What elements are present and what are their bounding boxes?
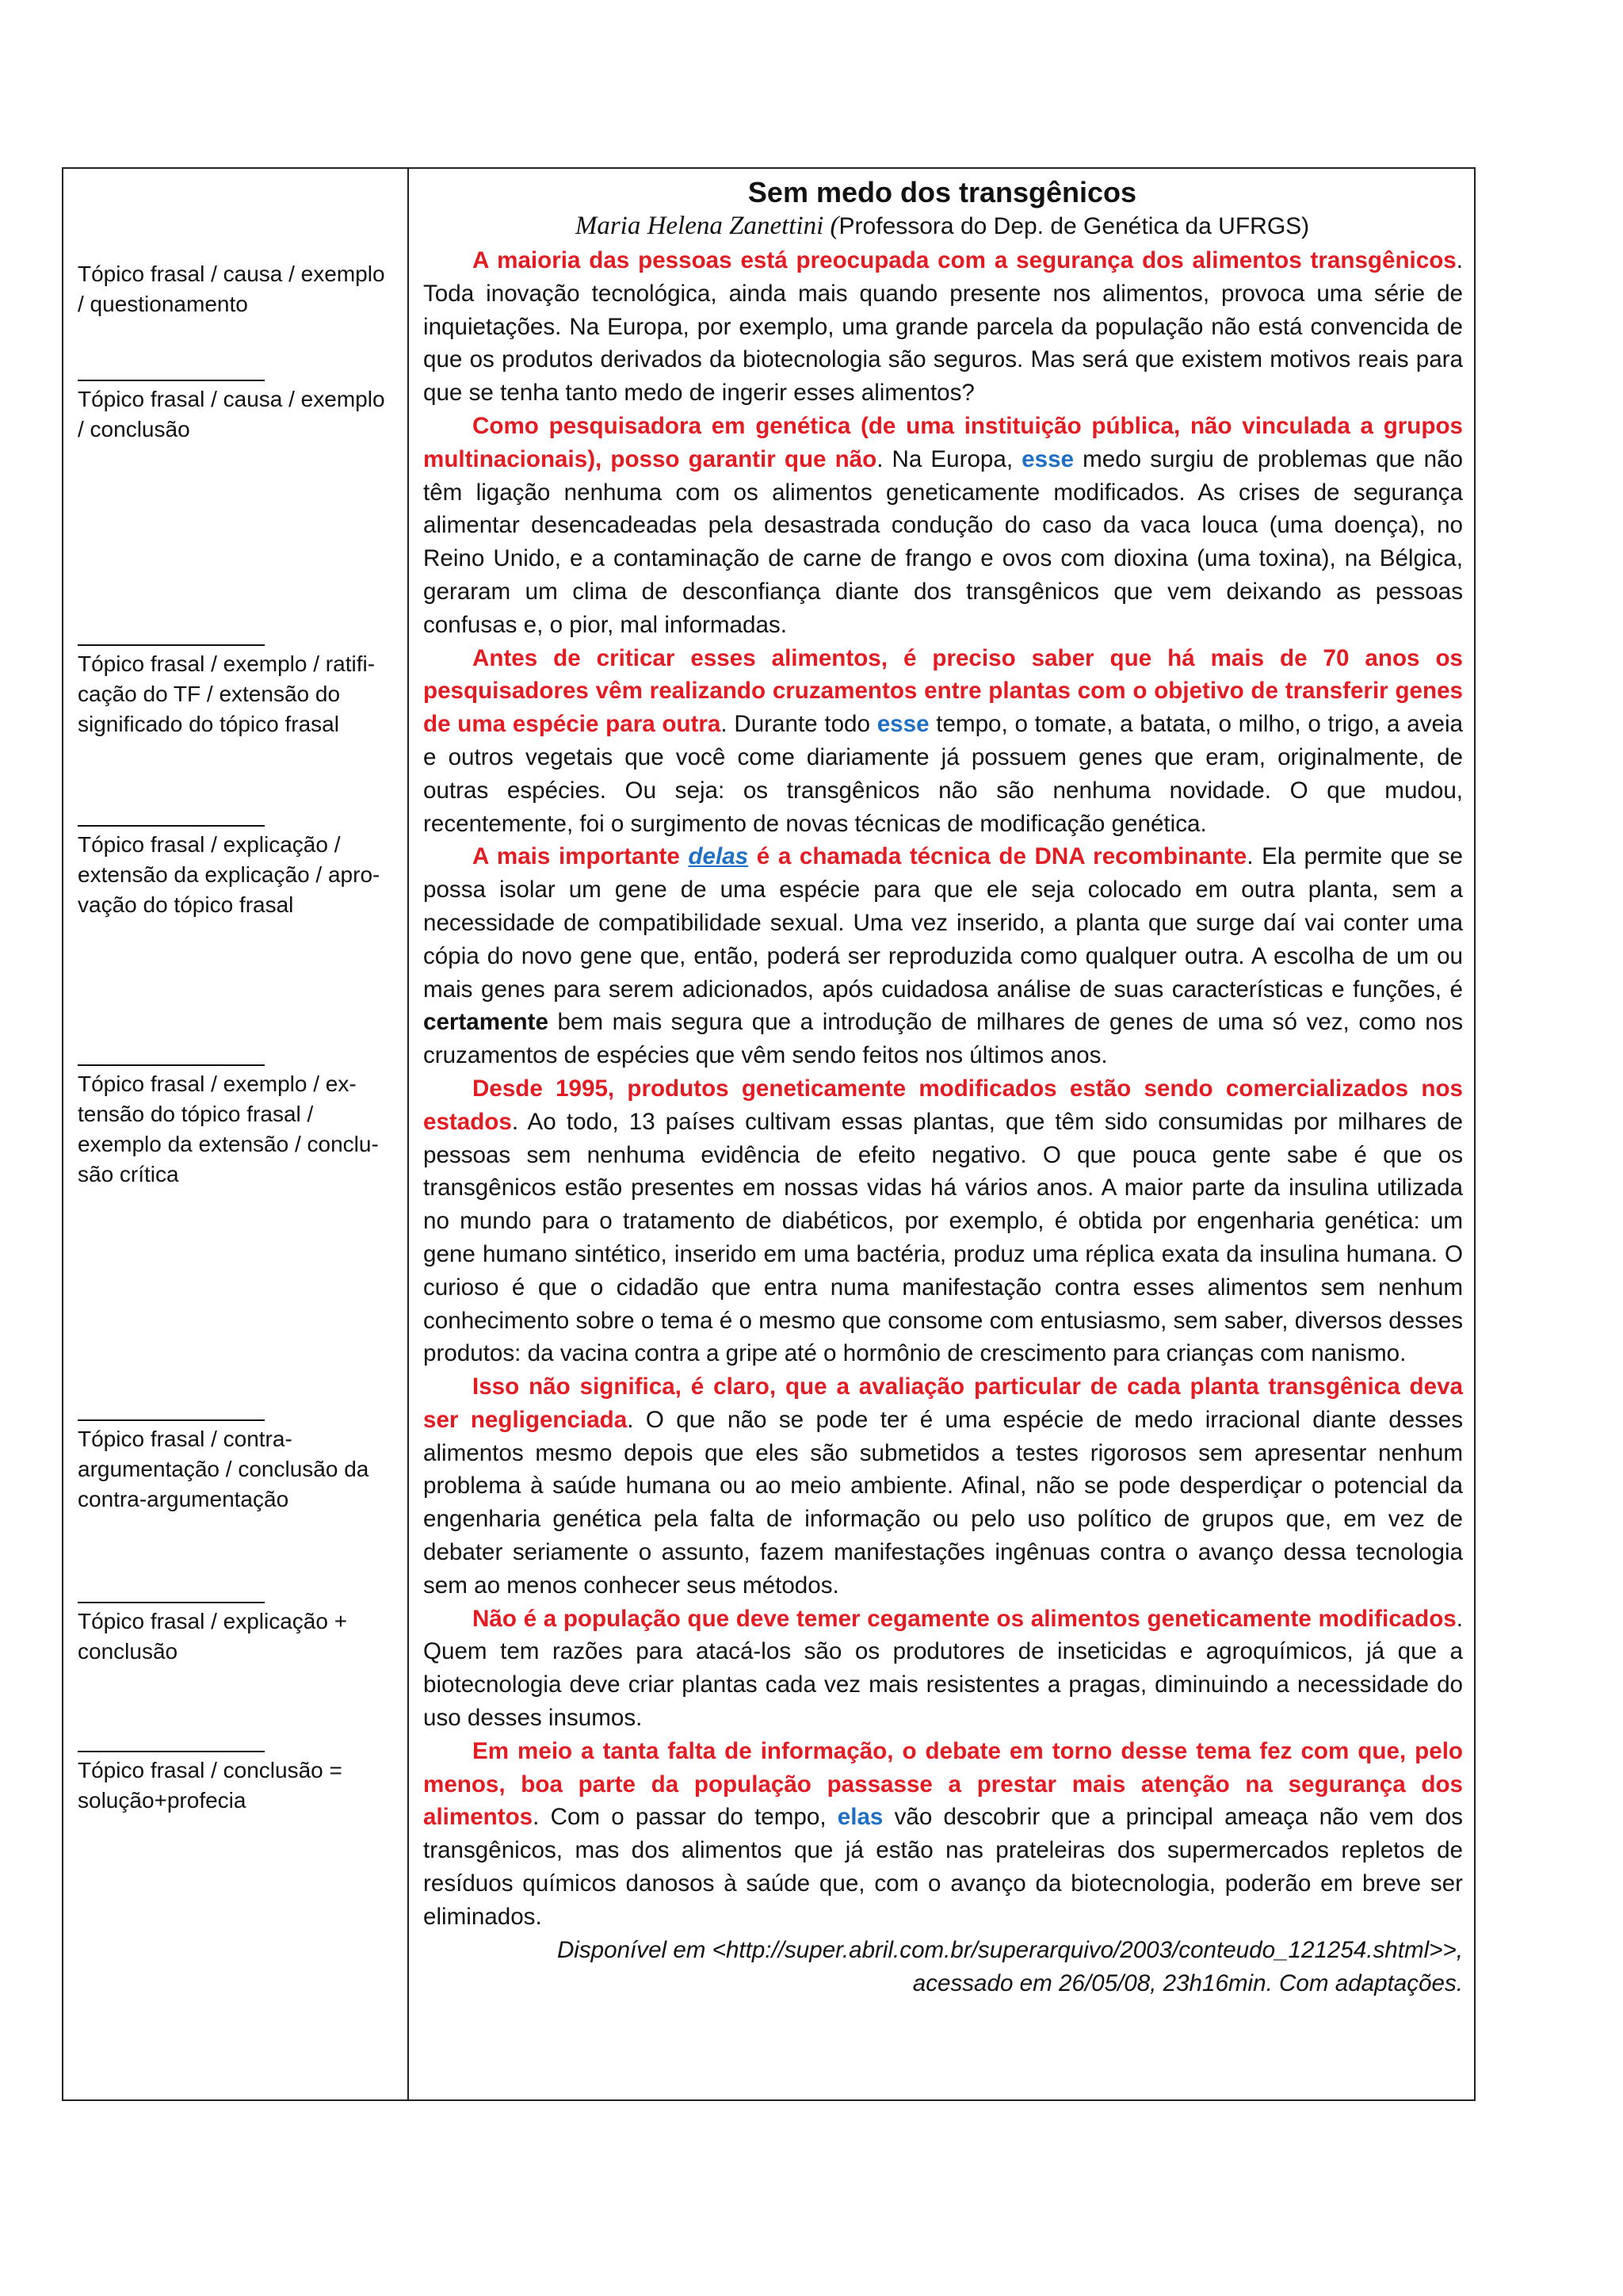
annotation-divider xyxy=(78,1064,265,1066)
paragraph-2: Como pesquisadora em genética (de uma instituição pública, não vinculada a grupos multinacionais), posso garantir que não. Na Europa, esse medo surgiu de problemas que não têm ligação nenhuma com os alimentos geneticamente modificados. As crises de segurança alimentar desencadeadas pela desastrada condução do caso da vaca louca (uma doença), no Reino Unido, e a contaminação de carne de frango e ovos com dioxina (uma toxina), na Bélgica, geraram um clima de desconfiança diante dos transgênicos que vem deixando as pessoas confusas e, o pior, mal informadas. xyxy=(423,412,1463,638)
annotation-2: Tópico frasal / causa / exemplo / conclusão xyxy=(78,380,395,445)
annotation-divider xyxy=(78,1602,265,1603)
article-body xyxy=(409,244,1476,2000)
topic-sentence: Não é a população que deve temer cegamente os alimentos geneticamente modificados xyxy=(472,1605,1457,1632)
reference-word: esse xyxy=(1022,445,1074,472)
article-column xyxy=(409,169,1476,2099)
reference-word: delas xyxy=(688,843,749,870)
paragraph-5: Desde 1995, produtos geneticamente modificados estão sendo comercializados nos estados. Ao todo, 13 países cultivam essas plantas, que têm sido consumidas por milhares de pessoas sem nenhuma evidência de efeito negativo. O que pouca gente sabe é que os transgênicos estão presentes em nossas vidas há vários anos. A maior parte da insulina utilizada no mundo para o tratamento de diabéticos, por exemplo, é obtida por engenharia genética: um gene humano sintético, inserido em uma bactéria, produz uma réplica exata da insulina humana. O curioso é que o cidadão que entra numa manifestação contra esses alimentos sem nenhum conhecimento sobre o tema é o mesmo que consome com entusiasmo, sem saber, diversos desses produtos: da vacina contra a gripe até o hormônio de crescimento para crianças com nanismo. xyxy=(423,1075,1463,1367)
text-analysis-table xyxy=(62,167,1476,2101)
annotation-column xyxy=(63,169,407,2099)
source-citation: Disponível em <http://super.abril.com.br/superarquivo/2003/conteudo_121254.shtml>>, acessado em 26/05/08, 23h16min. Com adaptações. xyxy=(556,1936,1463,1996)
topic-sentence: Como pesquisadora em genética (de uma instituição pública, não vinculada a grupos multinacionais), posso garantir que não xyxy=(423,412,1463,472)
topic-sentence: A maioria das pessoas está preocupada com a segurança dos alimentos transgênicos xyxy=(472,247,1457,273)
paragraph-6: Isso não significa, é claro, que a avaliação particular de cada planta transgênica deva ser negligenciada. O que não se pode ter é uma espécie de medo irracional diante desses alimentos mesmo depois que eles são submetidos a testes rigorosos sem apresentar nenhum problema à saúde humana ou ao meio ambiente. Afinal, não se pode desperdiçar o potencial da engenharia genética pela falta de informação ou pelo uso político de grupos que, em vez de debater seriamente o assunto, fazem manifestações ingênuas contra o avanço dessa tecnologia sem ao menos conhecer seus métodos. xyxy=(423,1373,1463,1599)
author-role: Professora do Dep. de Genética da UFRGS) xyxy=(838,213,1310,239)
reference-word: esse xyxy=(876,711,930,738)
author-name: Maria Helena Zanettini ( xyxy=(575,212,839,240)
annotation-divider xyxy=(78,644,265,646)
annotation-8: Tópico frasal / conclusão = solução+profecia xyxy=(78,1751,395,1816)
paragraph-3: Antes de criticar esses alimentos, é preciso saber que há mais de 70 anos os pesquisadores vêm realizando cruzamentos entre plantas com o objetivo de transferir genes de uma espécie para outra. Durante todo esse tempo, o tomate, a batata, o milho, o trigo, a aveia e outros vegetais que você come diariamente já possuem genes que eram, originalmente, de outras espécies. Ou seja: os transgênicos não são nenhuma novidade. O que mudou, recentemente, foi o surgimento de novas técnicas de modificação genética. xyxy=(423,644,1463,837)
annotation-5: Tópico frasal / exemplo / ex-tensão do tópico frasal / exemplo da extensão / conclu-são crítica xyxy=(78,1064,395,1190)
reference-word: elas xyxy=(837,1804,884,1831)
paragraph-1: A maioria das pessoas está preocupada com a segurança dos alimentos transgênicos. Toda inovação tecnológica, ainda mais quando presente nos alimentos, provoca uma série de inquietações. Na Europa, por exemplo, uma grande parcela da população não está convencida de que os produtos derivados da biotecnologia são seguros. Mas será que existem motivos reais para que se tenha tanto medo de ingerir esses alimentos? xyxy=(423,247,1463,407)
topic-sentence: Desde 1995, produtos geneticamente modificados estão sendo comercializados nos estados xyxy=(423,1075,1463,1135)
annotation-4: Tópico frasal / explicação / extensão da explicação / apro-vação do tópico frasal xyxy=(78,825,395,920)
topic-sentence: Isso não significa, é claro, que a avaliação particular de cada planta transgênica deva ser negligenciada xyxy=(423,1373,1463,1433)
article-author xyxy=(409,210,1476,243)
paragraph-7: Não é a população que deve temer cegamente os alimentos geneticamente modificados. Quem tem razões para atacá-los são os produtores de inseticidas e agroquímicos, já que a biotecnologia deve criar plantas cada vez mais resistentes a pragas, diminuindo a necessidade do uso desses insumos. xyxy=(423,1605,1463,1732)
annotation-divider xyxy=(78,825,265,827)
paragraph-4: A mais importante delas é a chamada técnica de DNA recombinante. Ela permite que se possa isolar um gene de uma espécie para que ele seja colocado em outra planta, sem a necessidade de compatibilidade sexual. Uma vez inserido, a planta que surge daí vai conter uma cópia do novo gene que, então, poderá ser reproduzida como qualquer outra. A escolha de um ou mais genes para serem adicionados, após cuidadosa análise de suas características e funções, é certamente bem mais segura que a introdução de milhares de genes de uma só vez, como nos cruzamentos de espécies que vêm sendo feitos nos últimos anos. xyxy=(423,843,1463,1069)
annotation-3: Tópico frasal / exemplo / ratifi-cação do TF / extensão do significado do tópico frasal xyxy=(78,644,395,739)
article-title: Sem medo dos transgênicos xyxy=(747,176,1137,208)
annotation-divider xyxy=(78,1751,265,1752)
annotation-divider xyxy=(78,380,265,381)
topic-sentence: Antes de criticar esses alimentos, é preciso saber que há mais de 70 anos os pesquisadores vêm realizando cruzamentos entre plantas com o objetivo de transferir genes de uma espécie para outra xyxy=(423,644,1463,738)
annotation-divider xyxy=(78,1419,265,1421)
topic-sentence: Em meio a tanta falta de informação, o debate em torno desse tema fez com que, pelo menos, boa parte da população passasse a prestar mais atenção na segurança dos alimentos xyxy=(423,1737,1463,1831)
annotation-6: Tópico frasal / contra-argumentação / conclusão da contra-argumentação xyxy=(78,1419,395,1515)
emphasis-word: certamente xyxy=(423,1009,548,1036)
annotation-1: Tópico frasal / causa / exemplo / questionamento xyxy=(78,262,385,316)
topic-sentence: A mais importante delas é a chamada técnica de DNA recombinante xyxy=(472,843,1247,870)
annotation-7: Tópico frasal / explicação + conclusão xyxy=(78,1602,395,1667)
paragraph-8: Em meio a tanta falta de informação, o debate em torno desse tema fez com que, pelo menos, boa parte da população passasse a prestar mais atenção na segurança dos alimentos. Com o passar do tempo, elas vão descobrir que a principal ameaça não vem dos transgênicos, mas dos alimentos que já estão nas prateleiras dos supermercados repletos de resíduos químicos danosos à saúde que, com o avanço da biotecnologia, poderão em breve ser eliminados. xyxy=(423,1737,1463,1930)
